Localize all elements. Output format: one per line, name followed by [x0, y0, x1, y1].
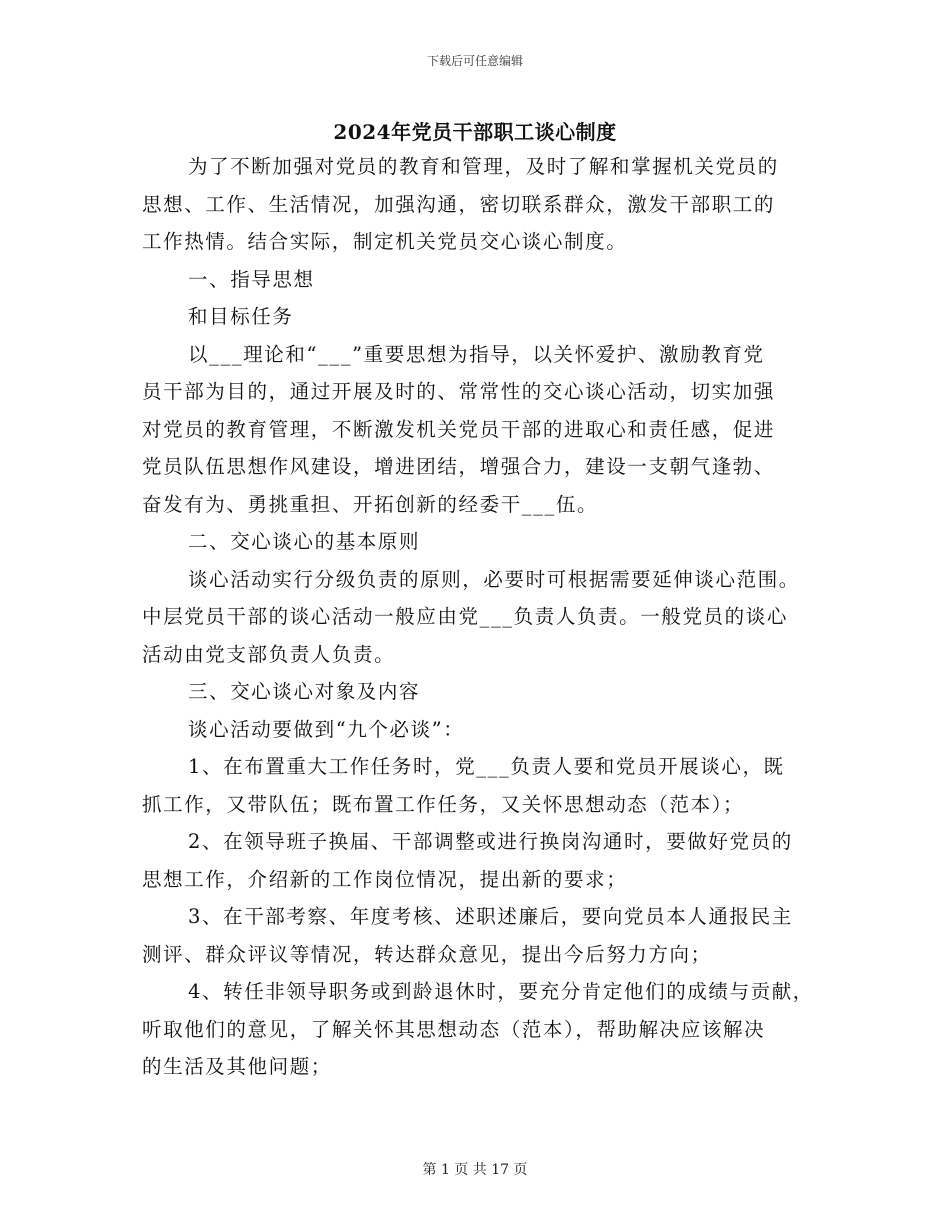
body-line: 听取他们的意见，了解关怀其思想动态（范本），帮助解决应该解决	[142, 1017, 766, 1041]
body-line: 对党员的教育管理，不断激发机关党员干部的进取心和责任感，促进	[142, 417, 776, 441]
body-line: 员干部为目的，通过开展及时的、常常性的交心谈心活动，切实加强	[142, 380, 776, 403]
body-line: 谈心活动要做到“九个必谈”：	[188, 717, 465, 741]
body-line: 党员队伍思想作风建设，增进团结，增强合力，建设一支朝气逢勃、	[142, 455, 776, 478]
body-line: 和目标任务	[188, 305, 294, 328]
body-line: 2、在领导班子换届、干部调整或进行换岗沟通时，要做好党员的	[188, 830, 793, 853]
body-line: 一、指导思想	[188, 267, 315, 291]
body-line: 以___理论和“___”重要思想为指导，以关怀爱护、激励教育党	[188, 342, 765, 366]
document-title: 2024年党员干部职工谈心制度	[333, 120, 617, 144]
page-header: 下载后可任意编辑	[426, 54, 523, 68]
body-line: 的生活及其他问题；	[142, 1055, 332, 1078]
body-line: 3、在干部考察、年度考核、述职述廉后，要向党员本人通报民主	[188, 905, 793, 928]
body-line: 中层党员干部的谈心活动一般应由党___负责人负责。一般党员的谈心	[142, 605, 788, 628]
body-line: 抓工作，又带队伍；既布置工作任务，又关怀思想动态（范本）；	[142, 792, 745, 816]
body-line: 为了不断加强对党员的教育和管理，及时了解和掌握机关党员的	[188, 155, 779, 178]
body-line: 谈心活动实行分级负责的原则，必要时可根据需要延伸谈心范围。	[188, 567, 800, 591]
document-body	[142, 148, 822, 1086]
body-line: 测评、群众评议等情况，转达群众意见，提出今后努力方向；	[142, 942, 712, 966]
body-line: 三、交心谈心对象及内容	[188, 680, 421, 703]
body-line: 4、转任非领导职务或到龄退休时，要充分肯定他们的成绩与贡献，	[188, 980, 814, 1003]
body-line: 思想、工作、生活情况，加强沟通，密切联系群众，激发干部职工的	[142, 192, 776, 216]
body-line: 1、在布置重大工作任务时，党___负责人要和党员开展谈心，既	[188, 755, 785, 778]
body-line: 思想工作，介绍新的工作岗位情况，提出新的要求；	[142, 867, 628, 891]
page-footer: 第 1 页 共 17 页	[422, 1162, 528, 1178]
body-line: 活动由党支部负责人负责。	[142, 642, 396, 666]
body-line: 奋发有为、勇挑重担、开拓创新的经委干___伍。	[142, 492, 599, 516]
body-line: 工作热情。结合实际，制定机关党员交心谈心制度。	[142, 230, 628, 253]
body-line: 二、交心谈心的基本原则	[188, 530, 421, 553]
